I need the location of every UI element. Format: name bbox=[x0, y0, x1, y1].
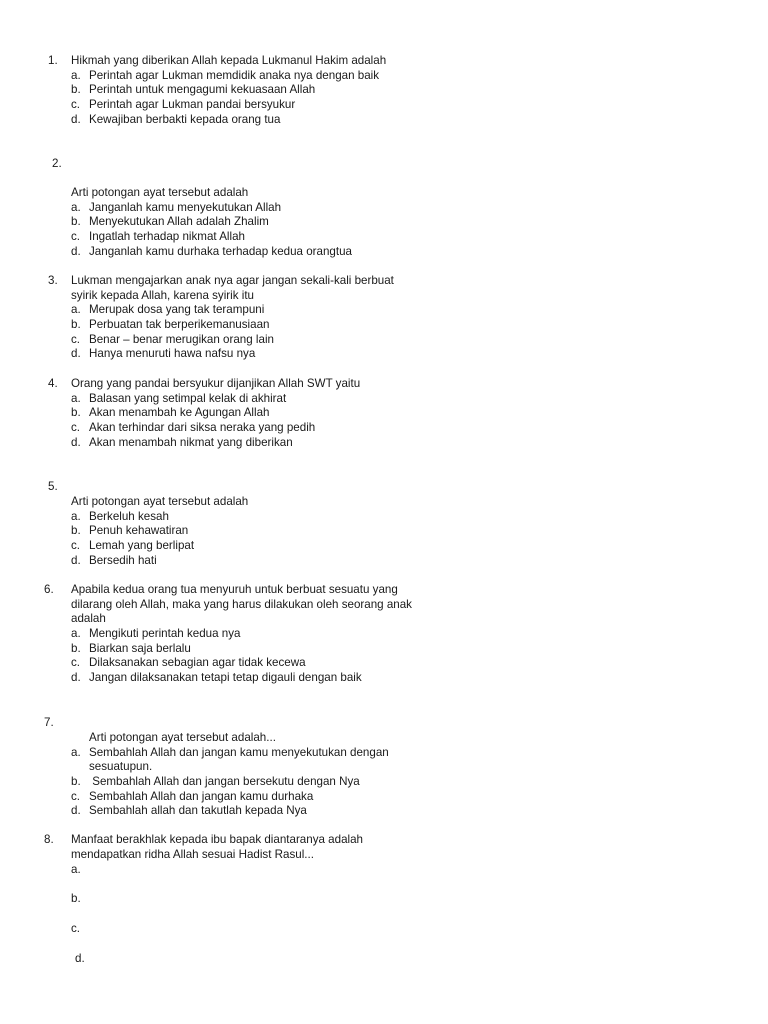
option-letter: c. bbox=[71, 656, 81, 670]
option-text: Sembahlah allah dan takutlah kepada Nya bbox=[89, 804, 307, 818]
option-text: Mengikuti perintah kedua nya bbox=[89, 627, 241, 641]
option-b bbox=[0, 215, 768, 230]
option-letter: d. bbox=[71, 112, 81, 126]
question-2 bbox=[0, 157, 768, 172]
option-text: Kewajiban berbakti kepada orang tua bbox=[89, 112, 281, 126]
option-text: Benar – benar merugikan orang lain bbox=[89, 332, 274, 346]
question-1 bbox=[0, 54, 768, 127]
question-number: 6. bbox=[44, 583, 54, 596]
option-letter: b. bbox=[71, 215, 81, 229]
option-text: Janganlah kamu durhaka terhadap kedua orangtua bbox=[89, 244, 352, 258]
option-letter: b. bbox=[71, 641, 81, 655]
option-text: Perbuatan tak berperikemanusiaan bbox=[89, 318, 270, 332]
question-text: syirik kepada Allah, karena syirik itu bbox=[71, 288, 255, 302]
option-b bbox=[0, 524, 768, 539]
option-letter: c. bbox=[71, 98, 81, 112]
option-text: Dilaksanakan sebagian agar tidak kecewa bbox=[89, 656, 306, 670]
question-text: adalah bbox=[71, 612, 106, 626]
question-text: Orang yang pandai bersyukur dijanjikan Allah SWT yaitu bbox=[71, 377, 361, 390]
option-text: Perintah agar Lukman memdidik anaka nya dengan baik bbox=[89, 68, 380, 82]
option-text-continued: sesuatupun. bbox=[89, 760, 153, 774]
question-number: 5. bbox=[48, 480, 58, 493]
option-letter: b. bbox=[71, 406, 81, 420]
option-text: Lemah yang berlipat bbox=[89, 539, 195, 553]
option-b bbox=[0, 83, 768, 98]
option-letter: c. bbox=[71, 539, 81, 553]
option-d bbox=[0, 113, 768, 128]
question-7 bbox=[0, 716, 768, 731]
option-d bbox=[0, 436, 768, 451]
option-letter: d. bbox=[71, 244, 81, 258]
question-7-body bbox=[0, 731, 768, 819]
question-5 bbox=[0, 480, 768, 495]
option-c bbox=[0, 333, 768, 348]
question-8-option-b bbox=[0, 892, 768, 907]
option-text: Sembahlah Allah dan jangan kamu durhaka bbox=[89, 789, 314, 803]
question-4 bbox=[0, 377, 768, 450]
option-text: Janganlah kamu menyekutukan Allah bbox=[89, 200, 282, 214]
option-a bbox=[0, 627, 768, 642]
option-b bbox=[0, 318, 768, 333]
question-text: Manfaat berakhlak kepada ibu bapak diantaranya adalah bbox=[71, 833, 363, 846]
option-letter: c. bbox=[71, 789, 81, 803]
option-letter: c. bbox=[71, 230, 81, 244]
question-text: Lukman mengajarkan anak nya agar jangan sekali-kali berbuat bbox=[71, 274, 394, 287]
option-letter: a. bbox=[71, 509, 81, 523]
option-c bbox=[0, 98, 768, 113]
question-text: Arti potongan ayat tersebut adalah... bbox=[89, 731, 276, 744]
option-a bbox=[0, 303, 768, 318]
question-number: 3. bbox=[48, 274, 58, 287]
option-letter: a. bbox=[71, 391, 81, 405]
option-text: Hanya menuruti hawa nafsu nya bbox=[89, 347, 256, 361]
option-c bbox=[0, 230, 768, 245]
option-d bbox=[0, 347, 768, 362]
option-b bbox=[0, 642, 768, 657]
option-letter: d. bbox=[71, 553, 81, 567]
option-text: Ingatlah terhadap nikmat Allah bbox=[89, 230, 245, 244]
option-text: Akan terhindar dari siksa neraka yang pedih bbox=[89, 421, 316, 435]
option-d bbox=[0, 245, 768, 260]
option-a bbox=[0, 201, 768, 216]
option-text: Berkeluh kesah bbox=[89, 509, 169, 523]
question-5-body bbox=[0, 495, 768, 568]
option-letter: b. bbox=[71, 892, 81, 905]
question-text: mendapatkan ridha Allah sesuai Hadist Rasul... bbox=[71, 847, 314, 861]
option-text: Menyekutukan Allah adalah Zhalim bbox=[89, 215, 269, 229]
option-letter: d. bbox=[71, 804, 81, 818]
option-c bbox=[0, 790, 768, 805]
question-6 bbox=[0, 583, 768, 686]
question-number: 8. bbox=[44, 833, 54, 846]
option-a-continued bbox=[0, 760, 768, 775]
question-text: Hikmah yang diberikan Allah kepada Lukmanul Hakim adalah bbox=[71, 54, 387, 67]
option-letter: c. bbox=[71, 332, 81, 346]
question-8 bbox=[0, 833, 768, 862]
option-letter: a. bbox=[71, 303, 81, 317]
question-number: 4. bbox=[48, 377, 58, 390]
question-text: dilarang oleh Allah, maka yang harus dilakukan oleh seorang anak bbox=[71, 597, 412, 611]
option-a bbox=[0, 69, 768, 84]
option-letter: c. bbox=[71, 922, 81, 935]
option-text: Akan menambah ke Agungan Allah bbox=[89, 406, 270, 420]
option-letter: a. bbox=[71, 745, 81, 759]
question-text: Apabila kedua orang tua menyuruh untuk berbuat sesuatu yang bbox=[71, 583, 398, 596]
option-letter: b. bbox=[71, 318, 81, 332]
question-number: 1. bbox=[48, 54, 58, 67]
question-text: Arti potongan ayat tersebut adalah bbox=[71, 495, 249, 508]
question-8-option-a bbox=[0, 863, 768, 878]
option-letter: b. bbox=[71, 83, 81, 97]
question-8-option-c bbox=[0, 922, 768, 937]
option-a bbox=[0, 510, 768, 525]
option-letter: a. bbox=[71, 627, 81, 641]
question-8-option-d bbox=[0, 952, 768, 967]
question-number: 7. bbox=[44, 716, 54, 729]
option-letter: d. bbox=[71, 347, 81, 361]
option-text: Perintah untuk mengagumi kekuasaan Allah bbox=[89, 83, 316, 97]
option-letter: a. bbox=[71, 863, 81, 876]
option-text: Sembahlah Allah dan jangan bersekutu dengan Nya bbox=[89, 775, 360, 789]
option-letter: d. bbox=[71, 671, 81, 685]
option-text: Merupak dosa yang tak terampuni bbox=[89, 303, 265, 317]
option-d bbox=[0, 671, 768, 686]
option-a bbox=[0, 746, 768, 761]
option-letter: c. bbox=[71, 421, 81, 435]
option-text: Sembahlah Allah dan jangan kamu menyekutukan dengan bbox=[89, 745, 389, 759]
option-a bbox=[0, 392, 768, 407]
option-c bbox=[0, 539, 768, 554]
option-c bbox=[0, 421, 768, 436]
option-d bbox=[0, 554, 768, 569]
question-number: 2. bbox=[52, 157, 62, 170]
option-letter: a. bbox=[71, 68, 81, 82]
question-2-body bbox=[0, 186, 768, 259]
option-c bbox=[0, 656, 768, 671]
option-letter: b. bbox=[71, 524, 81, 538]
option-d bbox=[0, 804, 768, 819]
option-text: Penuh kehawatiran bbox=[89, 524, 189, 538]
option-letter: b. bbox=[71, 775, 81, 789]
option-letter: a. bbox=[71, 200, 81, 214]
question-text: Arti potongan ayat tersebut adalah bbox=[71, 186, 249, 199]
option-text: Jangan dilaksanakan tetapi tetap digauli dengan baik bbox=[89, 671, 362, 685]
option-text: Bersedih hati bbox=[89, 553, 157, 567]
option-b bbox=[0, 775, 768, 790]
option-letter: d. bbox=[71, 435, 81, 449]
option-b bbox=[0, 406, 768, 421]
option-text: Akan menambah nikmat yang diberikan bbox=[89, 435, 293, 449]
option-text: Balasan yang setimpal kelak di akhirat bbox=[89, 391, 287, 405]
option-text: Biarkan saja berlalu bbox=[89, 641, 191, 655]
option-letter: d. bbox=[75, 952, 85, 965]
option-text: Perintah agar Lukman pandai bersyukur bbox=[89, 98, 296, 112]
question-3 bbox=[0, 274, 768, 362]
